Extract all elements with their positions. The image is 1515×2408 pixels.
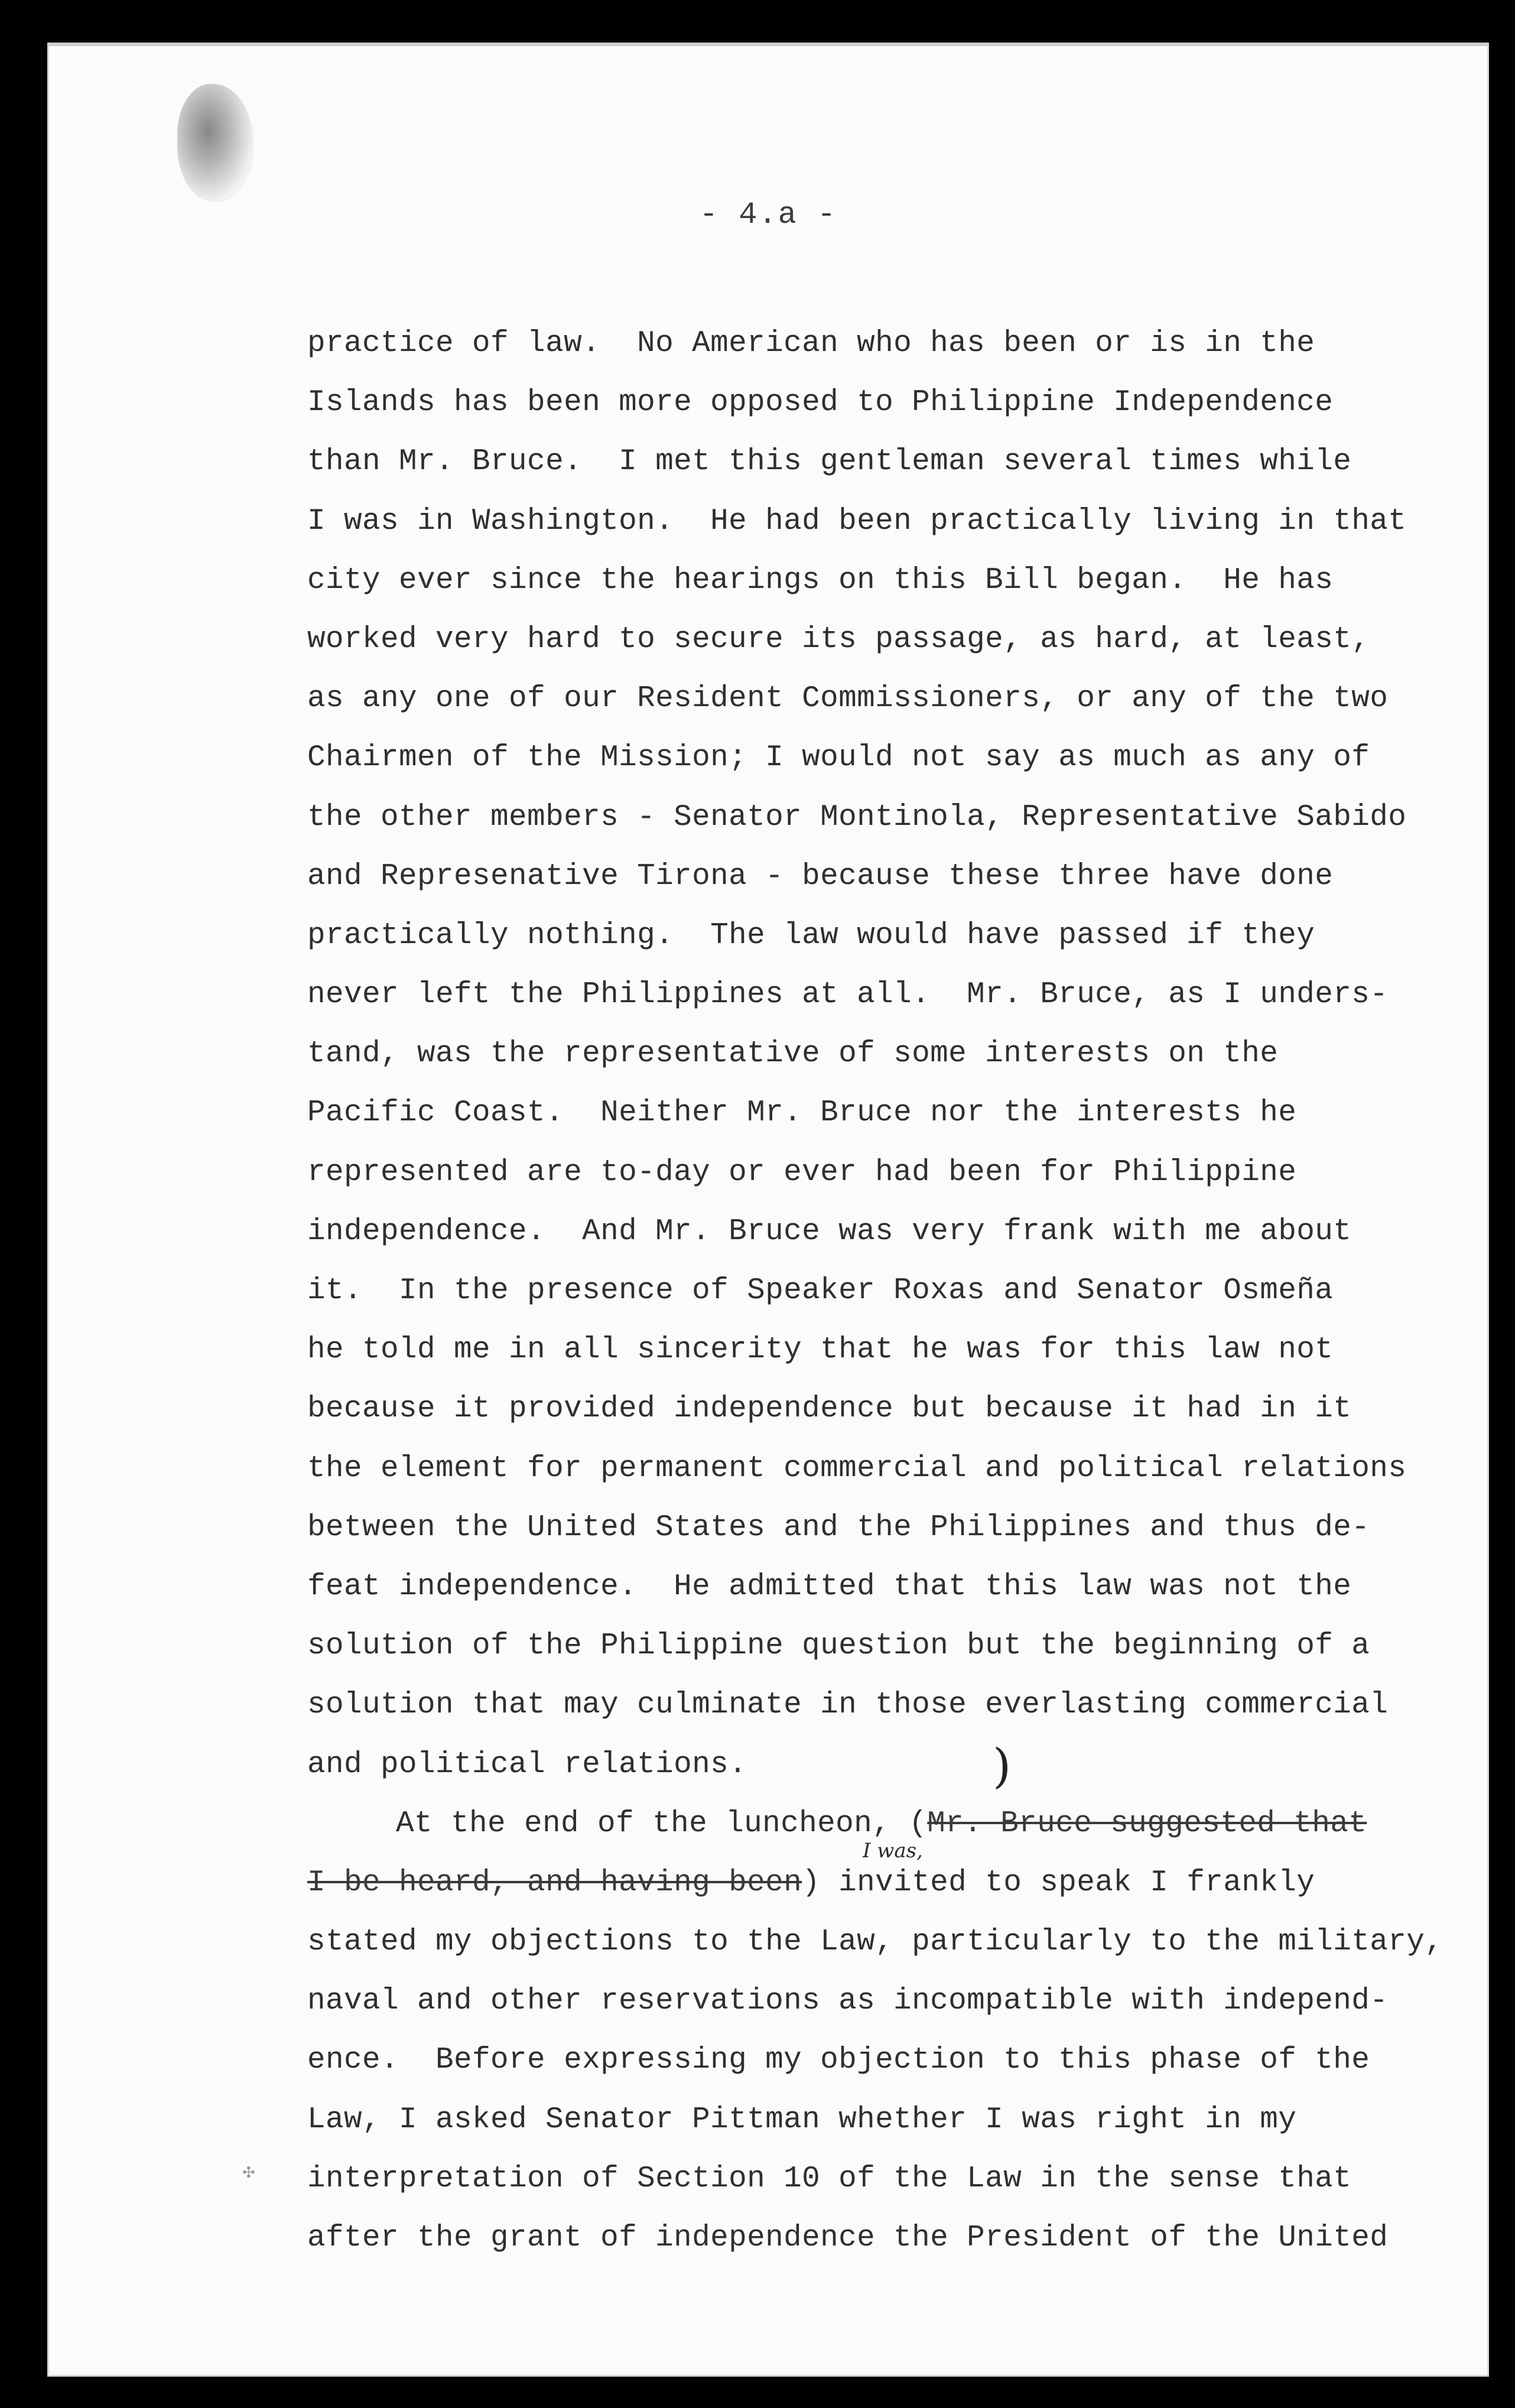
text-segment: ) invited to speak I frankly [802,1866,1315,1900]
text-line: I was in Washington. He had been practically living in that [307,504,1407,538]
text-line: ence. Before expressing my objection to this phase of the [307,2043,1370,2078]
text-line: practice of law. No American who has been or is in the [307,327,1315,360]
text-line: worked very hard to secure its passage, as hard, at least, [307,622,1370,657]
text-line: city ever since the hearings on this Bill began. He has [307,563,1334,597]
handwritten-insertion: I was, [863,1839,923,1863]
text-line: interpretation of Section 10 of the Law in the sense that [307,2162,1352,2196]
text-line: stated my objections to the Law, particularly to the military, [307,1925,1444,1959]
text-segment: At the end of the luncheon, ( [396,1806,928,1841]
page-edge [47,43,1489,46]
text-line: as any one of our Resident Commissioners, or any of the two [307,682,1389,716]
text-line: naval and other reservations as incompatible with independ- [307,1984,1389,2019]
text-line: Islands has been more opposed to Philippine Independence [307,386,1334,420]
text-line: feat independence. He admitted that this law was not the [307,1569,1352,1604]
text-line: Chairmen of the Mission; I would not say as much as any of [307,741,1370,775]
text-line: the element for permanent commercial and political relations [307,1451,1407,1486]
struck-text: Mr. Bruce suggested that [927,1806,1367,1841]
text-line: solution of the Philippine question but the beginning of a [307,1629,1370,1663]
text-line: between the United States and the Philippines and thus de- [307,1510,1370,1545]
text-line: he told me in all sincerity that he was for this law not [307,1333,1334,1367]
document-page [47,43,1489,2377]
text-line: practically nothing. The law would have passed if they [307,918,1315,953]
ink-smudge [177,84,254,202]
text-line: after the grant of independence the President of the United [307,2221,1389,2255]
text-line: and political relations. [307,1747,747,1782]
text-line: the other members - Senator Montinola, Representative Sabido [307,800,1407,834]
text-line: than Mr. Bruce. I met this gentleman several times while [307,445,1352,479]
margin-speck: ✣ [242,2164,255,2182]
text-line: because it provided independence but because it had in it [307,1392,1352,1426]
typed-body [307,314,1477,2268]
text-line: tand, was the representative of some interests on the [307,1037,1279,1071]
text-line: it. In the presence of Speaker Roxas and Senator Osmeña [307,1274,1334,1308]
text-line: and Represenative Tirona - because these three have done [307,859,1334,893]
text-line: solution that may culminate in those everlasting commercial [307,1688,1389,1723]
text-line: represented are to-day or ever had been for Philippine [307,1155,1297,1190]
page-number: - 4.a - [699,197,837,232]
text-line: independence. And Mr. Bruce was very frank with me about [307,1214,1352,1249]
text-line: Law, I asked Senator Pittman whether I was right in my [307,2102,1297,2137]
text-line: never left the Philippines at all. Mr. Bruce, as I unders- [307,978,1389,1012]
handwritten-paren-mark: ) [993,1738,1012,1793]
text-line: Pacific Coast. Neither Mr. Bruce nor the interests he [307,1096,1297,1130]
struck-text: I be heard, and having been [307,1866,802,1900]
